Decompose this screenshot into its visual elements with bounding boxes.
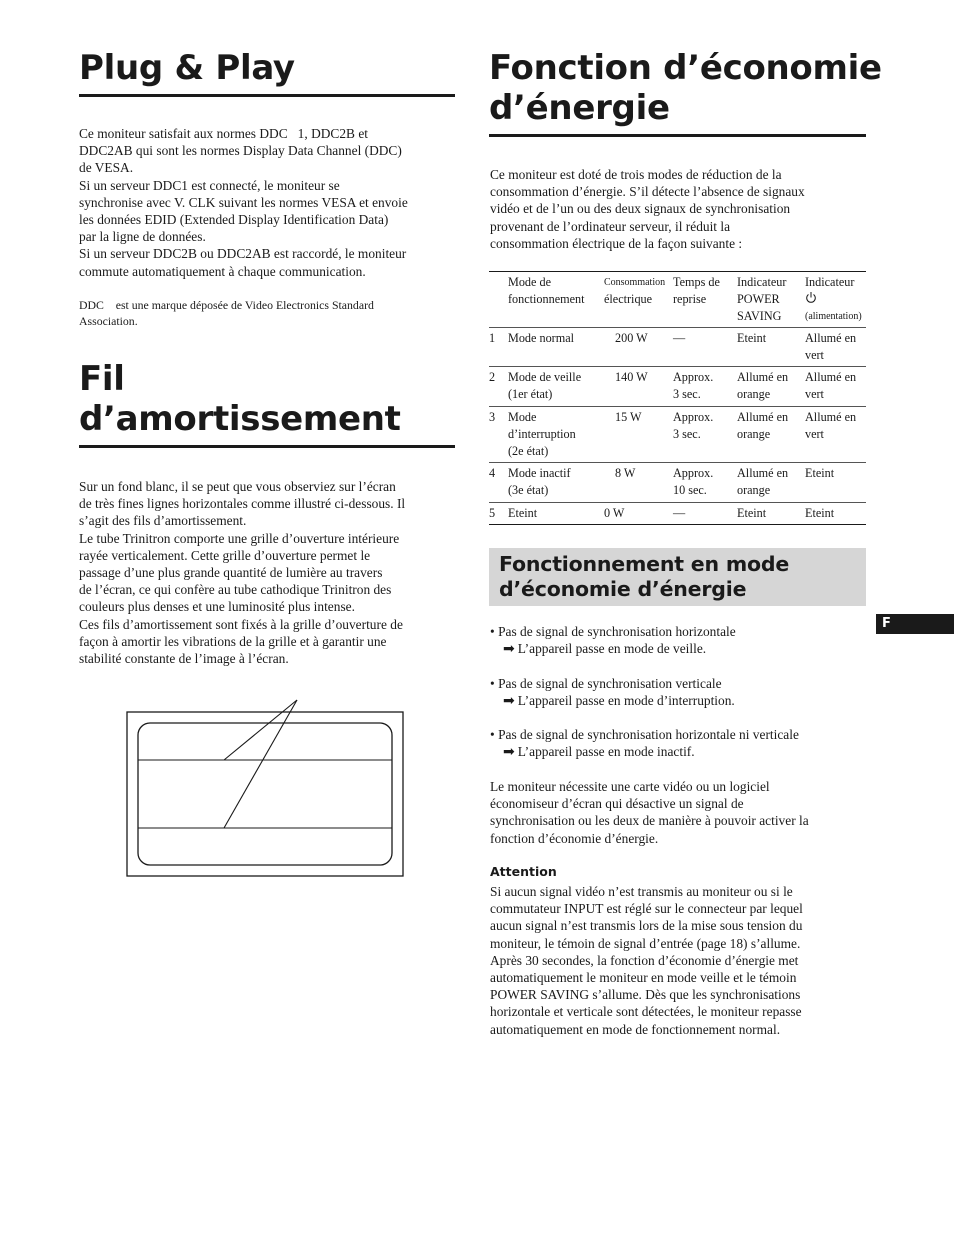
- text-line: horizontale et verticale sont détectées, le moniteur repasse: [490, 1004, 802, 1020]
- text-line: DDC2AB qui sont les normes Display Data Channel (DDC): [79, 143, 402, 159]
- row-recovery: [673, 409, 735, 443]
- text-line: Le moniteur nécessite une carte vidéo ou un logiciel: [490, 779, 770, 794]
- result-text: L’appareil passe en mode d’interruption.: [517, 693, 735, 709]
- text-line: couleurs plus denses et une luminosité plus intense.: [79, 599, 355, 615]
- trademark-note: [79, 297, 459, 329]
- row-power-saving: [737, 369, 803, 403]
- text-line: DDC est une marque déposée de Video Electronics Standard: [79, 298, 374, 312]
- cell-text: Allumé en: [805, 410, 857, 424]
- header-text: Mode de: [508, 275, 551, 289]
- bullet-result: [490, 743, 799, 761]
- pointer-line: [224, 700, 297, 760]
- bullet-item: [490, 726, 799, 761]
- table-header-row: [489, 272, 866, 328]
- cell-text: Approx.: [673, 370, 714, 384]
- language-tab-f: F: [876, 614, 954, 634]
- damper-wire-diagram: [125, 696, 405, 878]
- header-text: reprise: [673, 292, 707, 306]
- cell-text: Approx.: [673, 410, 714, 424]
- title-rule: [79, 445, 455, 448]
- row-power-saving: [737, 330, 803, 347]
- text-line: fonction d’économie d’énergie.: [490, 830, 659, 846]
- power-symbol-icon: [805, 291, 867, 308]
- row-power-indicator: [805, 330, 867, 364]
- row-recovery: [673, 369, 735, 403]
- text-line: Ce moniteur satisfait aux normes DDC 1, DDC2B et: [79, 126, 368, 141]
- row-number: 5: [489, 506, 496, 520]
- row-consumption: 0 W: [604, 506, 625, 520]
- cell-text: Approx.: [673, 466, 714, 480]
- power-modes-table: [489, 271, 866, 525]
- cell-text: Eteint: [805, 466, 835, 480]
- row-power-indicator: [805, 465, 867, 482]
- row-power-saving: [737, 465, 803, 499]
- cell-text: Allumé en: [805, 331, 857, 345]
- text-line: les données EDID (Extended Display Identification Data): [79, 212, 389, 228]
- arrow-right-icon: ➡: [503, 641, 515, 658]
- power-saving-subheading-box: [489, 548, 866, 606]
- cell-text: Allumé en: [737, 370, 789, 384]
- monitor-frame: [127, 712, 403, 876]
- header-text: Temps de: [673, 275, 720, 289]
- bullet-mark: •: [490, 676, 495, 691]
- bullet-text: Pas de signal de synchronisation horizontale ni verticale: [498, 727, 799, 742]
- cell-text: Allumé en: [805, 370, 857, 384]
- cell-text: d’interruption: [508, 427, 576, 441]
- text-line: vidéo et de l’un ou des deux signaux de synchronisation: [490, 201, 791, 217]
- power-saving-subheading: [499, 552, 789, 602]
- row-recovery: [673, 505, 735, 522]
- row-number: 1: [489, 331, 496, 345]
- cell-text: —: [673, 331, 686, 345]
- row-consumption: 8 W: [615, 466, 636, 480]
- text-line: Si un serveur DDC2B ou DDC2AB est raccordé, le moniteur: [79, 246, 407, 262]
- row-mode: [508, 330, 603, 347]
- row-recovery: [673, 330, 735, 347]
- header-recovery: [673, 274, 735, 308]
- cell-text: vert: [805, 387, 824, 401]
- row-number: 4: [489, 466, 496, 480]
- text-line: Sur un fond blanc, il se peut que vous observiez sur l’écran: [79, 479, 396, 494]
- subheading-line: d’économie d’énergie: [499, 577, 747, 601]
- text-line: consommation électrique de la façon suivante :: [490, 235, 743, 251]
- table-row: [489, 407, 866, 463]
- header-power-saving: [737, 274, 803, 325]
- row-recovery: [673, 465, 735, 499]
- text-line: synchronisation ou les deux de manière à pouvoir activer la: [490, 813, 809, 829]
- bullet-result: [490, 640, 736, 658]
- header-mode: [508, 274, 603, 308]
- header-text: SAVING: [737, 309, 782, 323]
- result-text: L’appareil passe en mode de veille.: [517, 641, 707, 657]
- table-row: [489, 463, 866, 503]
- cell-text: —: [673, 506, 686, 520]
- header-text: Indicateur: [737, 275, 787, 289]
- eco-title: [489, 48, 882, 128]
- cell-text: (1er état): [508, 387, 553, 401]
- row-mode: [508, 465, 603, 499]
- text-line: moniteur, le témoin de signal d’entrée (page 18) s’allume.: [490, 935, 801, 951]
- row-mode: [508, 505, 603, 522]
- text-line: Ces fils d’amortissement sont fixés à la grille d’ouverture de: [79, 616, 403, 632]
- row-consumption: 140 W: [615, 370, 648, 384]
- cell-text: 10 sec.: [673, 483, 707, 497]
- cell-text: Mode de veille: [508, 370, 582, 384]
- table-row: [489, 503, 866, 525]
- header-text: Consommation: [604, 277, 666, 288]
- cell-text: Eteint: [805, 506, 835, 520]
- text-line: commute automatiquement à chaque communication.: [79, 263, 366, 279]
- bullet-text: Pas de signal de synchronisation horizontale: [498, 624, 736, 639]
- table-row: [489, 367, 866, 407]
- cell-text: Mode normal: [508, 331, 575, 345]
- text-line: Si un serveur DDC1 est connecté, le moniteur se: [79, 177, 340, 193]
- arrow-right-icon: ➡: [503, 693, 515, 710]
- cell-text: orange: [737, 387, 771, 401]
- cell-text: Mode inactif: [508, 466, 571, 480]
- text-line: Association.: [79, 314, 138, 328]
- cell-text: Eteint: [737, 331, 767, 345]
- row-number: 2: [489, 370, 496, 384]
- result-text: L’appareil passe en mode inactif.: [517, 744, 695, 760]
- header-text: POWER: [737, 292, 780, 306]
- cell-text: orange: [737, 427, 771, 441]
- title-rule: [79, 94, 455, 97]
- cell-text: Allumé en: [737, 410, 789, 424]
- row-mode: [508, 369, 603, 403]
- header-text: électrique: [604, 292, 653, 306]
- title-line: d’énergie: [489, 88, 670, 128]
- cell-text: vert: [805, 427, 824, 441]
- cell-text: vert: [805, 348, 824, 362]
- title-line: Fonction d’économie: [489, 48, 882, 88]
- text-line: aucun signal n’est transmis lors de la mise sous tension du: [490, 918, 803, 934]
- title-line: Fil: [79, 359, 125, 399]
- cell-text: Allumé en: [737, 466, 789, 480]
- row-power-saving: [737, 409, 803, 443]
- cell-text: (3e état): [508, 483, 549, 497]
- row-number: 3: [489, 410, 496, 424]
- text-line: de très fines lignes horizontales comme illustré ci-dessous. Il: [79, 496, 406, 512]
- cell-text: Mode: [508, 410, 537, 424]
- cell-text: 3 sec.: [673, 427, 701, 441]
- text-line: par la ligne de données.: [79, 229, 206, 245]
- bullet-text: Pas de signal de synchronisation verticale: [498, 676, 722, 691]
- attention-paragraph: [490, 883, 870, 1038]
- text-line: consommation d’énergie. S’il détecte l’absence de signaux: [490, 184, 805, 200]
- text-line: passage d’une plus grande quantité de lumière au travers: [79, 565, 383, 581]
- text-line: de l’écran, ce qui confère au tube cathodique Trinitron des: [79, 582, 392, 598]
- cell-text: 3 sec.: [673, 387, 701, 401]
- row-power-indicator: [805, 369, 867, 403]
- text-line: Si aucun signal vidéo n’est transmis au moniteur ou si le: [490, 884, 793, 899]
- table-row: [489, 328, 866, 367]
- text-line: automatiquement en mode de fonctionnement normal.: [490, 1021, 781, 1037]
- text-line: économiseur d’écran qui désactive un signal de: [490, 796, 744, 812]
- text-line: provenant de l’ordinateur serveur, il réduit la: [490, 218, 731, 234]
- arrow-right-icon: ➡: [503, 744, 515, 761]
- row-power-saving: [737, 505, 803, 522]
- video-card-paragraph: [490, 778, 870, 847]
- screen-outline: [138, 723, 392, 865]
- text-line: commutateur INPUT est réglé sur le connecteur par lequel: [490, 901, 803, 917]
- cell-text: (2e état): [508, 444, 549, 458]
- header-text: fonctionnement: [508, 292, 585, 306]
- text-line: s’agit des fils d’amortissement.: [79, 513, 247, 529]
- text-line: Le tube Trinitron comporte une grille d’ouverture intérieure: [79, 530, 400, 546]
- text-line: rayée verticalement. Cette grille d’ouverture permet le: [79, 547, 371, 563]
- header-power-indicator: [805, 274, 867, 325]
- text-line: stabilité constante de l’image à l’écran.: [79, 651, 289, 667]
- header-text: (alimentation): [805, 311, 862, 322]
- text-line: Après 30 secondes, la fonction d’économie d’énergie met: [490, 952, 799, 968]
- text-line: POWER SAVING s’allume. Dès que les synchronisations: [490, 987, 801, 1003]
- text-line: synchronise avec V. CLK suivant les normes VESA et envoie: [79, 194, 408, 210]
- text-line: automatiquement le moniteur en mode veille et le témoin: [490, 970, 797, 986]
- cell-text: Eteint: [737, 506, 767, 520]
- plug-play-title: Plug & Play: [79, 48, 295, 88]
- fil-paragraph: [79, 478, 459, 667]
- cell-text: Eteint: [508, 506, 538, 520]
- title-rule: [489, 134, 866, 137]
- bullet-mark: •: [490, 727, 495, 742]
- row-consumption: 15 W: [615, 410, 642, 424]
- header-consumption: [604, 274, 668, 308]
- bullet-result: [490, 692, 735, 710]
- subheading-line: Fonctionnement en mode: [499, 552, 790, 576]
- row-power-indicator: [805, 409, 867, 443]
- row-mode: [508, 409, 603, 460]
- plug-play-paragraph: [79, 125, 459, 280]
- text-line: de VESA.: [79, 160, 134, 176]
- pointer-line: [224, 700, 297, 828]
- row-power-indicator: [805, 505, 867, 522]
- bullet-item: [490, 675, 735, 710]
- header-text: Indicateur: [805, 275, 855, 289]
- title-line: d’amortissement: [79, 399, 401, 439]
- row-consumption: 200 W: [615, 331, 648, 345]
- text-line: Ce moniteur est doté de trois modes de réduction de la: [490, 167, 782, 182]
- eco-paragraph: [490, 166, 870, 252]
- text-line: façon à amortir les vibrations de la grille et à garantir une: [79, 633, 387, 649]
- bullet-item: [490, 623, 736, 658]
- fil-title: [79, 359, 401, 439]
- attention-heading: Attention: [490, 864, 557, 879]
- cell-text: orange: [737, 483, 771, 497]
- bullet-mark: •: [490, 624, 495, 639]
